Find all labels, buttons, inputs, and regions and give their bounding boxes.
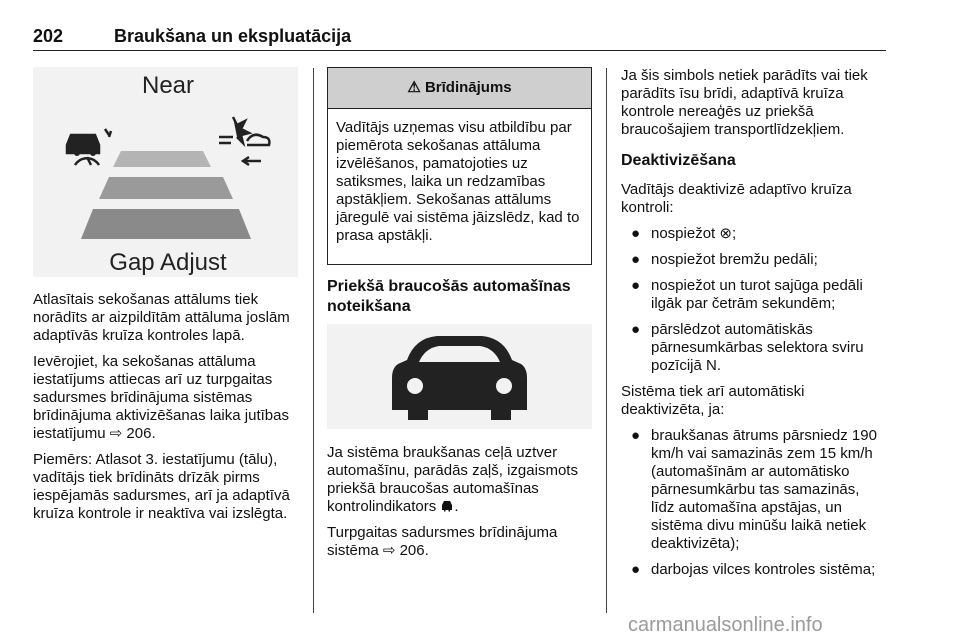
distance-bar-middle bbox=[99, 177, 233, 199]
page-title: Braukšana un ekspluatācija bbox=[114, 26, 352, 46]
list-item: ● pārslēdzot automātiskās pārnesumkārbas selektora sviru pozīcijā N. bbox=[631, 321, 864, 374]
paragraph: Sistēma tiek arī automātiski deaktivizēta, ja: bbox=[621, 383, 805, 418]
warning-header bbox=[328, 68, 591, 109]
figure-bottom-label: Gap Adjust bbox=[109, 249, 227, 276]
section-heading: Deaktivizēšana bbox=[621, 152, 736, 169]
paragraph bbox=[327, 444, 592, 516]
warning-body: Vadītājs uzņemas visu atbildību par piemērota sekošanas attāluma izvēlēšanos, pamatojoties uz satiksmes, laika un redzamības apstākļiem. Sekošanas attālums jāregulē vai sistēma jāizslēdz, kad to prasa apstākļi. bbox=[336, 119, 580, 244]
vehicle-ahead-figure bbox=[327, 324, 592, 429]
right-column bbox=[621, 67, 886, 587]
car-front-icon bbox=[327, 324, 592, 429]
vehicle-ahead-indicator-icon bbox=[440, 499, 454, 513]
section-heading: Priekšā braucošās automašīnas noteikšana bbox=[327, 278, 571, 315]
gap-adjust-figure bbox=[33, 67, 298, 277]
auto-deactivation-list bbox=[621, 427, 886, 579]
figure-top-label: Near bbox=[141, 72, 195, 99]
list-item: ● nospiežot ⊗; bbox=[631, 225, 737, 242]
paragraph: Ja šis simbols netiek parādīts vai tiek parādīts īsu brīdi, adaptīvā kruīza kontrole nereaģēs uz priekšā braucošajiem transportlīdzekļiem. bbox=[621, 67, 868, 138]
warning-box bbox=[327, 67, 592, 265]
paragraph-text: . bbox=[454, 498, 459, 515]
list-item: ● braukšanas ātrums pārsniedz 190 km/h vai samazinās zem 15 km/h (automašīnām ar automātisko pārnesumkārbu tas samazinās, līdz automašīna apstājas, un sistēma divu minūšu laikā netiek deaktivizēta); bbox=[631, 427, 877, 552]
page-header bbox=[33, 26, 885, 50]
warning-title: Brīdinājums bbox=[424, 79, 512, 96]
deactivation-list bbox=[621, 225, 886, 375]
vehicle-speedometer-icon bbox=[67, 129, 111, 165]
paragraph: Atlasītais sekošanas attālums tiek norādīts ar aizpildītām attāluma joslām adaptīvās kruīza kontroles lapā. bbox=[33, 291, 290, 344]
list-item: ● nospiežot bremžu pedāli; bbox=[631, 251, 818, 268]
paragraph: Piemērs: Atlasot 3. iestatījumu (tālu), vadītājs tiek brīdināts drīzāk pirms iespējamās sadursmes, arī ja adaptīvā kruīza kontrole ir neaktīva vai izslēgta. bbox=[33, 451, 290, 522]
list-item: ● darbojas vilces kontroles sistēma; bbox=[631, 561, 876, 578]
column-divider bbox=[606, 68, 607, 613]
list-item: ● nospiežot un turot sajūga pedāli ilgāk par četrām sekundēm; bbox=[631, 277, 863, 312]
paragraph: Turpgaitas sadursmes brīdinājuma sistēma ⇨ 206. bbox=[327, 524, 558, 559]
distance-bar-far bbox=[81, 209, 251, 239]
header-rule bbox=[33, 50, 886, 51]
column-divider bbox=[313, 68, 314, 613]
warning-triangle-icon: ⚠ bbox=[407, 79, 421, 96]
watermark: carmanualsonline.info bbox=[628, 614, 823, 636]
distance-bar-near bbox=[113, 151, 211, 167]
paragraph: Vadītājs deaktivizē adaptīvo kruīza kontroli: bbox=[621, 181, 852, 216]
page-number: 202 bbox=[33, 26, 64, 46]
middle-column bbox=[327, 444, 592, 568]
paragraph-text: Ja sistēma braukšanas ceļā uztver automašīnu, parādās zaļš, izgaismots priekšā braucošas automašīnas kontrolindikators bbox=[327, 444, 578, 515]
paragraph: Ievērojiet, ka sekošanas attāluma iestatījums attiecas arī uz turpgaitas sadursmes brīdinājuma sistēmas brīdinājuma aktivizēšanas laika jutības iestatījumu ⇨ 206. bbox=[33, 353, 289, 442]
weather-warning-icon bbox=[219, 117, 269, 165]
vehicle-ahead-section-heading bbox=[327, 277, 592, 331]
left-column bbox=[33, 291, 298, 531]
